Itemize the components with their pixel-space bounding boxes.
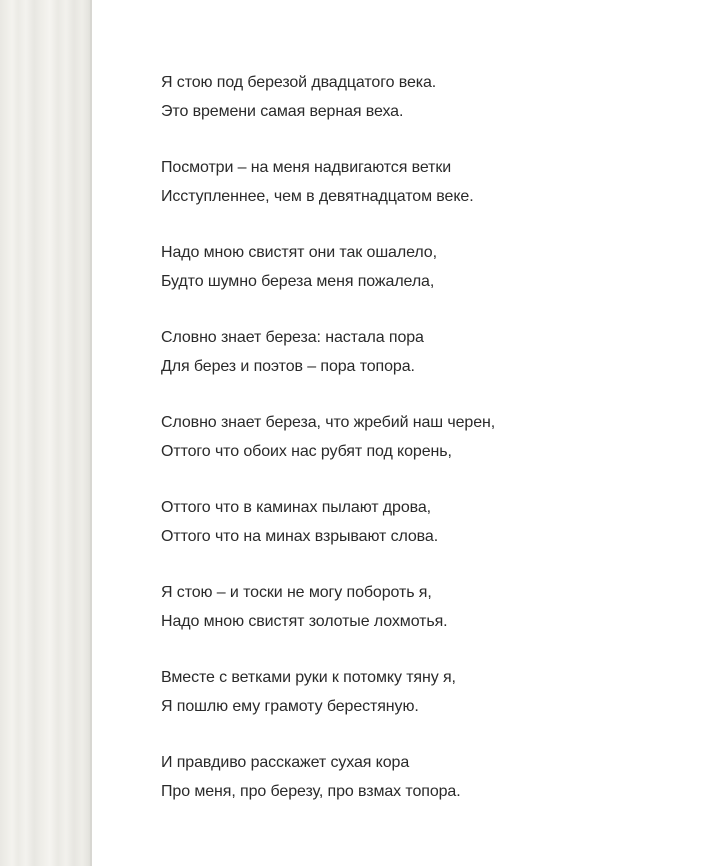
poem-line: Надо мною свистят они так ошалело, bbox=[161, 244, 437, 261]
poem-line: Я стою под березой двадцатого века. bbox=[161, 74, 437, 91]
poem-line: Я стою – и тоски не могу побороть я, bbox=[161, 584, 432, 601]
poem-text bbox=[161, 68, 681, 833]
poem-line: Будто шумно береза меня пожалела, bbox=[161, 273, 435, 290]
poem-line: Я пошлю ему грамоту берестяную. bbox=[161, 698, 419, 715]
stanza-2 bbox=[161, 153, 681, 211]
poem-line: Исступленнее, чем в девятнадцатом веке. bbox=[161, 188, 474, 205]
poem-line: Оттого что обоих нас рубят под корень, bbox=[161, 443, 452, 460]
poem-line: Словно знает береза, что жребий наш черен, bbox=[161, 414, 496, 431]
poem-line: Вместе с ветками руки к потомку тяну я, bbox=[161, 669, 456, 686]
poem-line: Это времени самая верная веха. bbox=[161, 103, 404, 120]
poem-line: Оттого что в каминах пылают дрова, bbox=[161, 499, 432, 516]
decorative-side-strip bbox=[0, 0, 92, 866]
stanza-9 bbox=[161, 748, 681, 806]
stanza-1 bbox=[161, 68, 681, 126]
poem-line: И правдиво расскажет сухая кора bbox=[161, 754, 410, 771]
stanza-8 bbox=[161, 663, 681, 721]
poem-line: Для берез и поэтов – пора топора. bbox=[161, 358, 415, 375]
poem-line: Оттого что на минах взрывают слова. bbox=[161, 528, 439, 545]
stanza-5 bbox=[161, 408, 681, 466]
poem-line: Про меня, про березу, про взмах топора. bbox=[161, 783, 461, 800]
stanza-4 bbox=[161, 323, 681, 381]
poem-line: Словно знает береза: настала пора bbox=[161, 329, 424, 346]
poem-line: Посмотри – на меня надвигаются ветки bbox=[161, 159, 452, 176]
stanza-6 bbox=[161, 493, 681, 551]
stanza-3 bbox=[161, 238, 681, 296]
stanza-7 bbox=[161, 578, 681, 636]
poem-line: Надо мною свистят золотые лохмотья. bbox=[161, 613, 448, 630]
